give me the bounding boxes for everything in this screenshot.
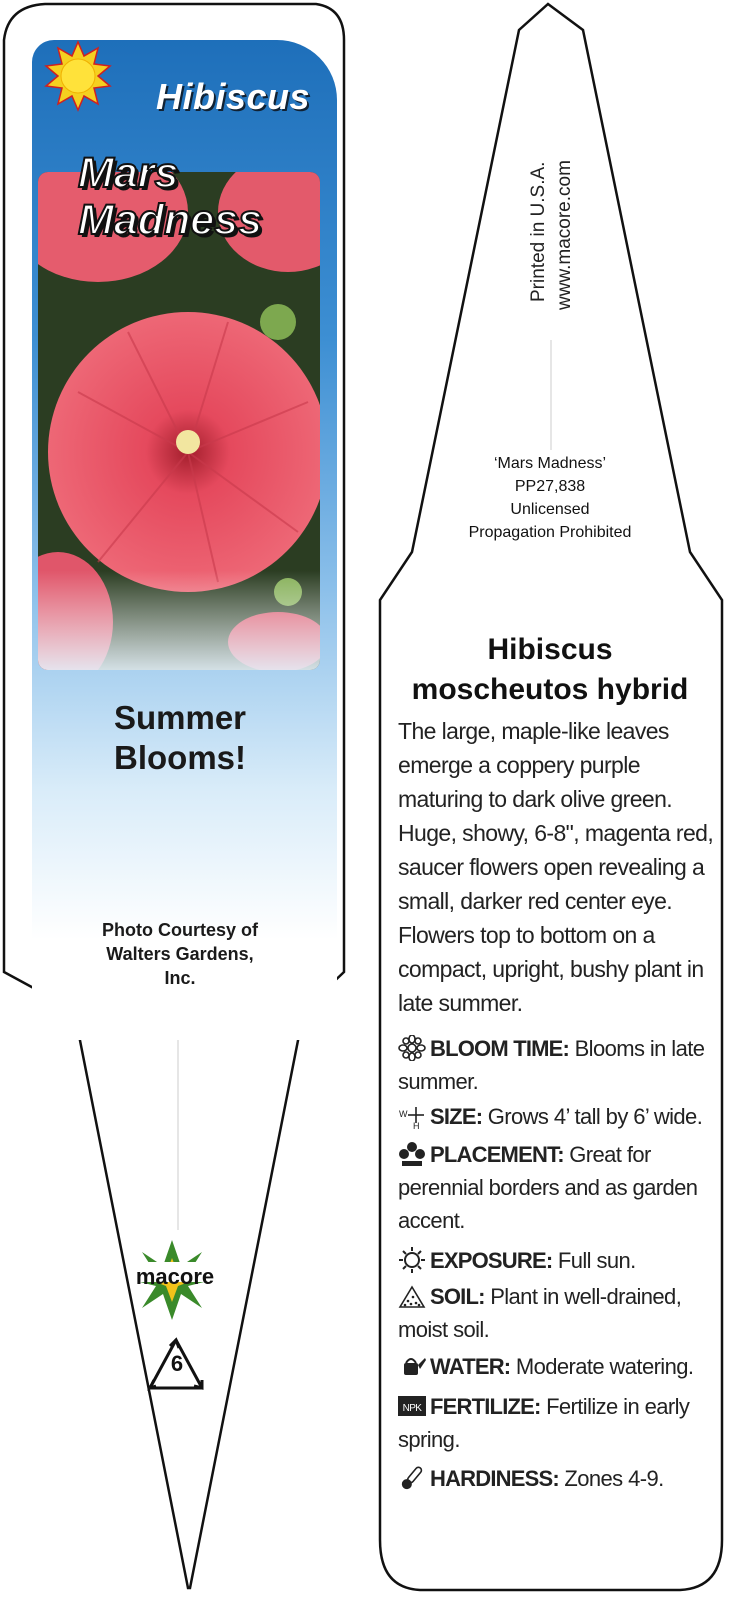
- printed-in-usa-block: [510, 120, 660, 320]
- legal-line-1: ‘Mars Madness’: [493, 455, 607, 472]
- info-water: [398, 1350, 720, 1383]
- thermometer-icon: [398, 1465, 426, 1491]
- recycle-code: 6: [170, 1351, 184, 1376]
- soil-value: Plant in well-drained, moist soil.: [398, 1284, 682, 1342]
- info-size: [398, 1100, 720, 1133]
- info-fertilize: [398, 1390, 720, 1456]
- macore-brand-text: macore: [135, 1264, 215, 1289]
- npk-text: NPK: [402, 1403, 422, 1414]
- botanical-line-2: moscheutos hybrid: [411, 673, 689, 706]
- info-exposure: [398, 1244, 720, 1277]
- water-value: Moderate watering.: [515, 1354, 694, 1379]
- info-bloom-time: [398, 1032, 720, 1098]
- placement-value: Great for perennial borders and as garden accent.: [398, 1142, 698, 1233]
- soil-label: SOIL:: [430, 1284, 485, 1309]
- tagline-line-1: Summer: [113, 699, 247, 736]
- water-label: WATER:: [430, 1354, 511, 1379]
- website-line: www.macore.com: [554, 160, 575, 310]
- credit-line-3: Inc.: [164, 968, 196, 988]
- info-placement: [398, 1138, 720, 1237]
- size-value: Grows 4’ tall by 6’ wide.: [487, 1104, 703, 1129]
- fertilize-label: FERTILIZE:: [430, 1394, 541, 1419]
- tagline-line-2: Blooms!: [114, 739, 246, 776]
- info-hardiness: [398, 1462, 720, 1495]
- plant-description: The large, maple-like leaves emerge a coppery purple maturing to dark olive green. Huge, showy, 6-8", magenta red, saucer flowers open revealing a small, darker red center eye. Flowers top to bottom on a compact, upright, bushy plant in late summer.: [398, 718, 714, 1016]
- exposure-value: Full sun.: [557, 1248, 636, 1273]
- botanical-name: [380, 630, 720, 710]
- hardiness-value: Zones 4-9.: [564, 1466, 664, 1491]
- exposure-label: EXPOSURE:: [430, 1248, 553, 1273]
- hardiness-label: HARDINESS:: [430, 1466, 559, 1491]
- credit-line-2: Walters Gardens,: [106, 944, 254, 964]
- tagline: [80, 698, 280, 778]
- fertilize-value: Fertilize in early spring.: [398, 1394, 690, 1452]
- botanical-line-1: Hibiscus: [487, 633, 613, 666]
- placement-icon: [398, 1141, 426, 1167]
- credit-line-1: Photo Courtesy of: [102, 920, 258, 940]
- size-label: SIZE:: [430, 1104, 483, 1129]
- cultivar-line-1: Mars: [78, 149, 179, 197]
- patent-notice: [440, 452, 660, 544]
- genus-title: Hibiscus: [156, 76, 311, 117]
- svg-text:W: W: [399, 1109, 407, 1119]
- info-soil: [398, 1280, 720, 1346]
- placement-label: PLACEMENT:: [430, 1142, 564, 1167]
- flower-photo: [38, 172, 320, 670]
- legal-line-2: PP27,838: [514, 478, 586, 495]
- bloom-time-label: BLOOM TIME:: [430, 1036, 570, 1061]
- bloom-time-value: Blooms in late summer.: [398, 1036, 705, 1094]
- photo-credit: [60, 918, 300, 990]
- size-icon: [398, 1103, 426, 1129]
- soil-icon: [398, 1283, 426, 1309]
- legal-line-3: Unlicensed: [510, 501, 590, 518]
- sun-icon: [398, 1247, 426, 1273]
- svg-text:H: H: [413, 1121, 419, 1129]
- sun-logo-icon: [42, 40, 114, 112]
- watering-can-icon: [398, 1353, 426, 1379]
- cultivar-title: [78, 150, 298, 244]
- npk-icon: [398, 1393, 426, 1419]
- cultivar-line-2: Madness: [78, 196, 263, 244]
- printed-line: Printed in U.S.A.: [528, 161, 549, 302]
- legal-line-4: Propagation Prohibited: [468, 524, 632, 541]
- bloom-icon: [398, 1035, 426, 1061]
